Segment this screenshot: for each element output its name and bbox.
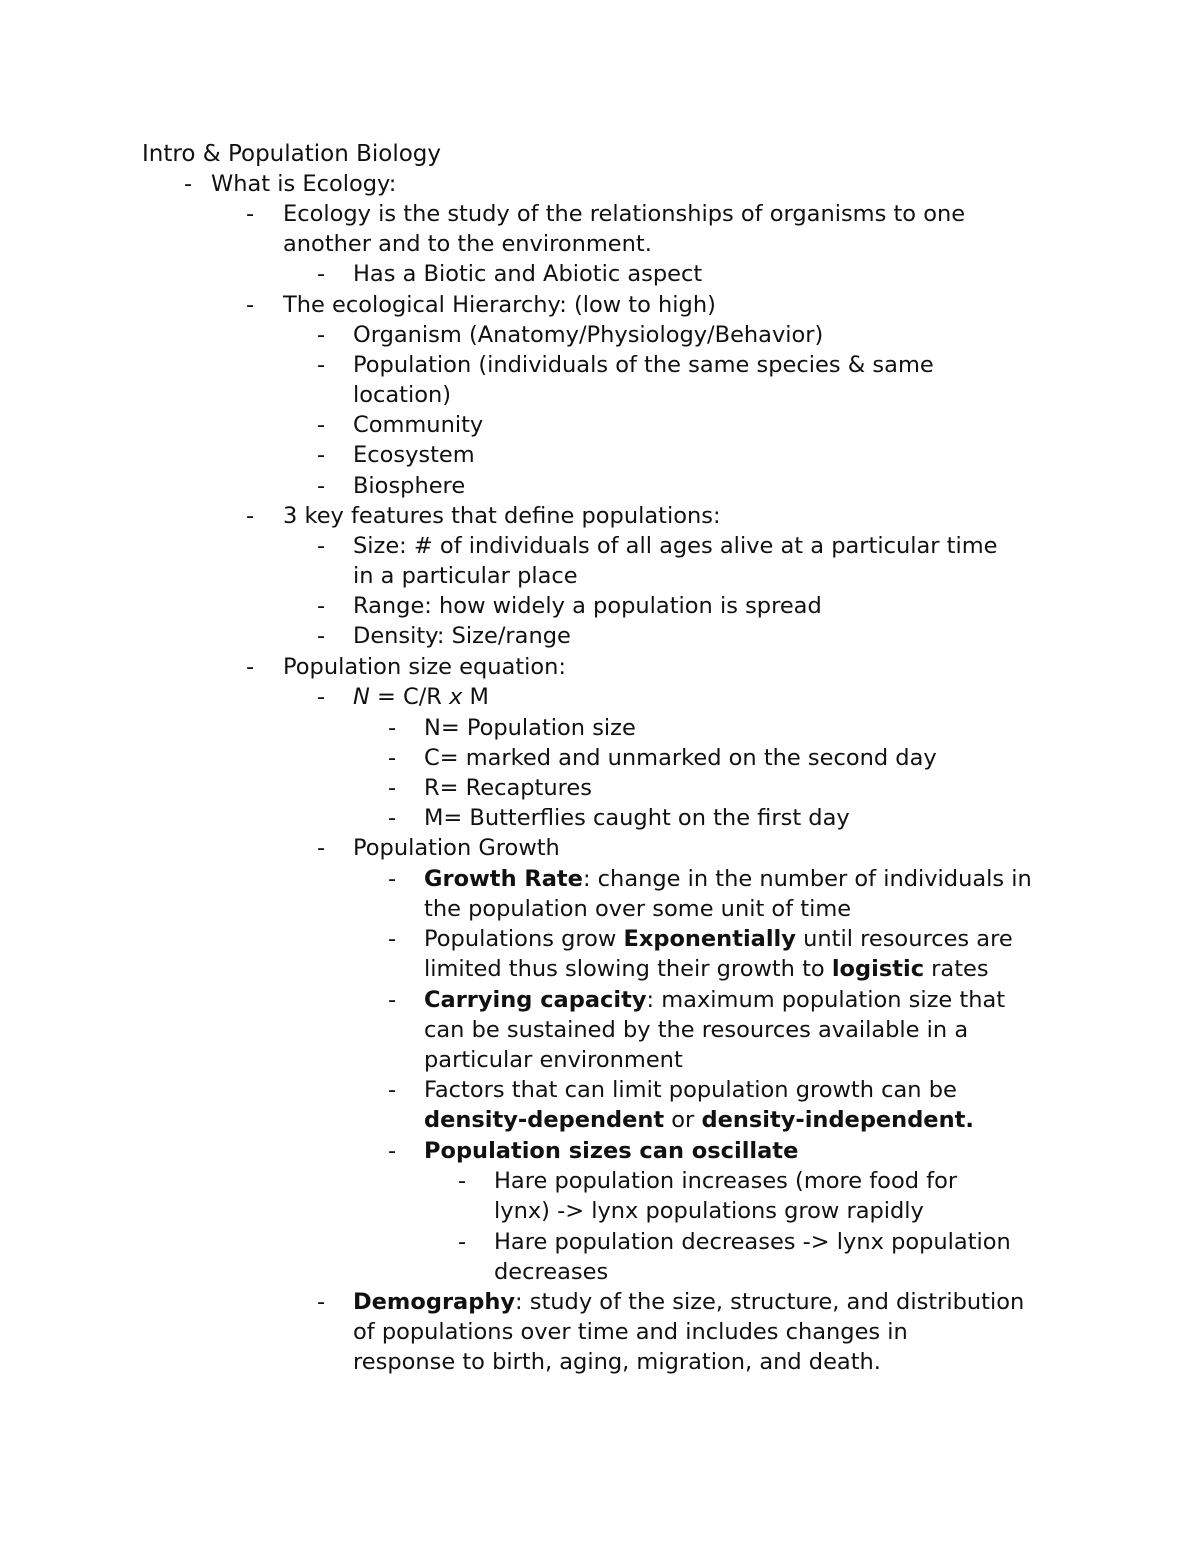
list-item-continuation: the population over some unit of time — [424, 896, 852, 922]
list-item: - M= Butterflies caught on the first day — [388, 805, 850, 831]
list-item: - The ecological Hierarchy: (low to high) — [246, 292, 716, 318]
list-item: - Density: Size/range — [317, 623, 571, 649]
list-item-continuation: particular environment — [424, 1047, 683, 1073]
list-item-continuation: lynx) -> lynx populations grow rapidly — [494, 1198, 924, 1224]
list-item-continuation: location) — [353, 382, 452, 408]
list-item: - Carrying capacity: maximum population size that — [388, 987, 1006, 1013]
list-item: - What is Ecology: — [184, 171, 397, 197]
list-item: - Organism (Anatomy/Physiology/Behavior) — [317, 322, 824, 348]
list-item-continuation: in a particular place — [353, 563, 578, 589]
list-item-continuation: limited thus slowing their growth to logistic rates — [424, 956, 989, 982]
equation-item: - N = C/R x M — [317, 684, 489, 710]
list-item-continuation: density-dependent or density-independent. — [424, 1107, 974, 1133]
list-item: - Community — [317, 412, 484, 438]
list-item: - Factors that can limit population growth can be — [388, 1077, 957, 1103]
list-item: - 3 key features that define populations: — [246, 503, 721, 529]
list-item: - Has a Biotic and Abiotic aspect — [317, 261, 703, 287]
list-item: - R= Recaptures — [388, 775, 592, 801]
list-item-continuation: can be sustained by the resources available in a — [424, 1017, 969, 1043]
list-item: - C= marked and unmarked on the second day — [388, 745, 937, 771]
list-item: - Hare population decreases -> lynx population — [458, 1229, 1011, 1255]
list-item: - Biosphere — [317, 473, 466, 499]
list-item: - Population Growth — [317, 835, 560, 861]
list-item: - Hare population increases (more food for — [458, 1168, 958, 1194]
list-item: - Size: # of individuals of all ages alive at a particular time — [317, 533, 998, 559]
list-item-continuation: another and to the environment. — [283, 231, 652, 257]
list-item: - Populations grow Exponentially until resources are — [388, 926, 1013, 952]
list-item: - Range: how widely a population is spread — [317, 593, 822, 619]
list-item: - Population size equation: — [246, 654, 566, 680]
list-item: - Population (individuals of the same species & same — [317, 352, 934, 378]
list-item: - Growth Rate: change in the number of individuals in — [388, 866, 1032, 892]
list-item: - Population sizes can oscillate — [388, 1138, 799, 1164]
list-item: - Demography: study of the size, structure, and distribution — [317, 1289, 1025, 1315]
page-title: Intro & Population Biology — [142, 141, 442, 167]
list-item: - Ecosystem — [317, 442, 475, 468]
list-item-continuation: response to birth, aging, migration, and death. — [353, 1349, 881, 1375]
list-item-continuation: decreases — [494, 1259, 609, 1285]
list-item: - N= Population size — [388, 715, 636, 741]
list-item: - Ecology is the study of the relationships of organisms to one — [246, 201, 966, 227]
list-item-continuation: of populations over time and includes changes in — [353, 1319, 908, 1345]
